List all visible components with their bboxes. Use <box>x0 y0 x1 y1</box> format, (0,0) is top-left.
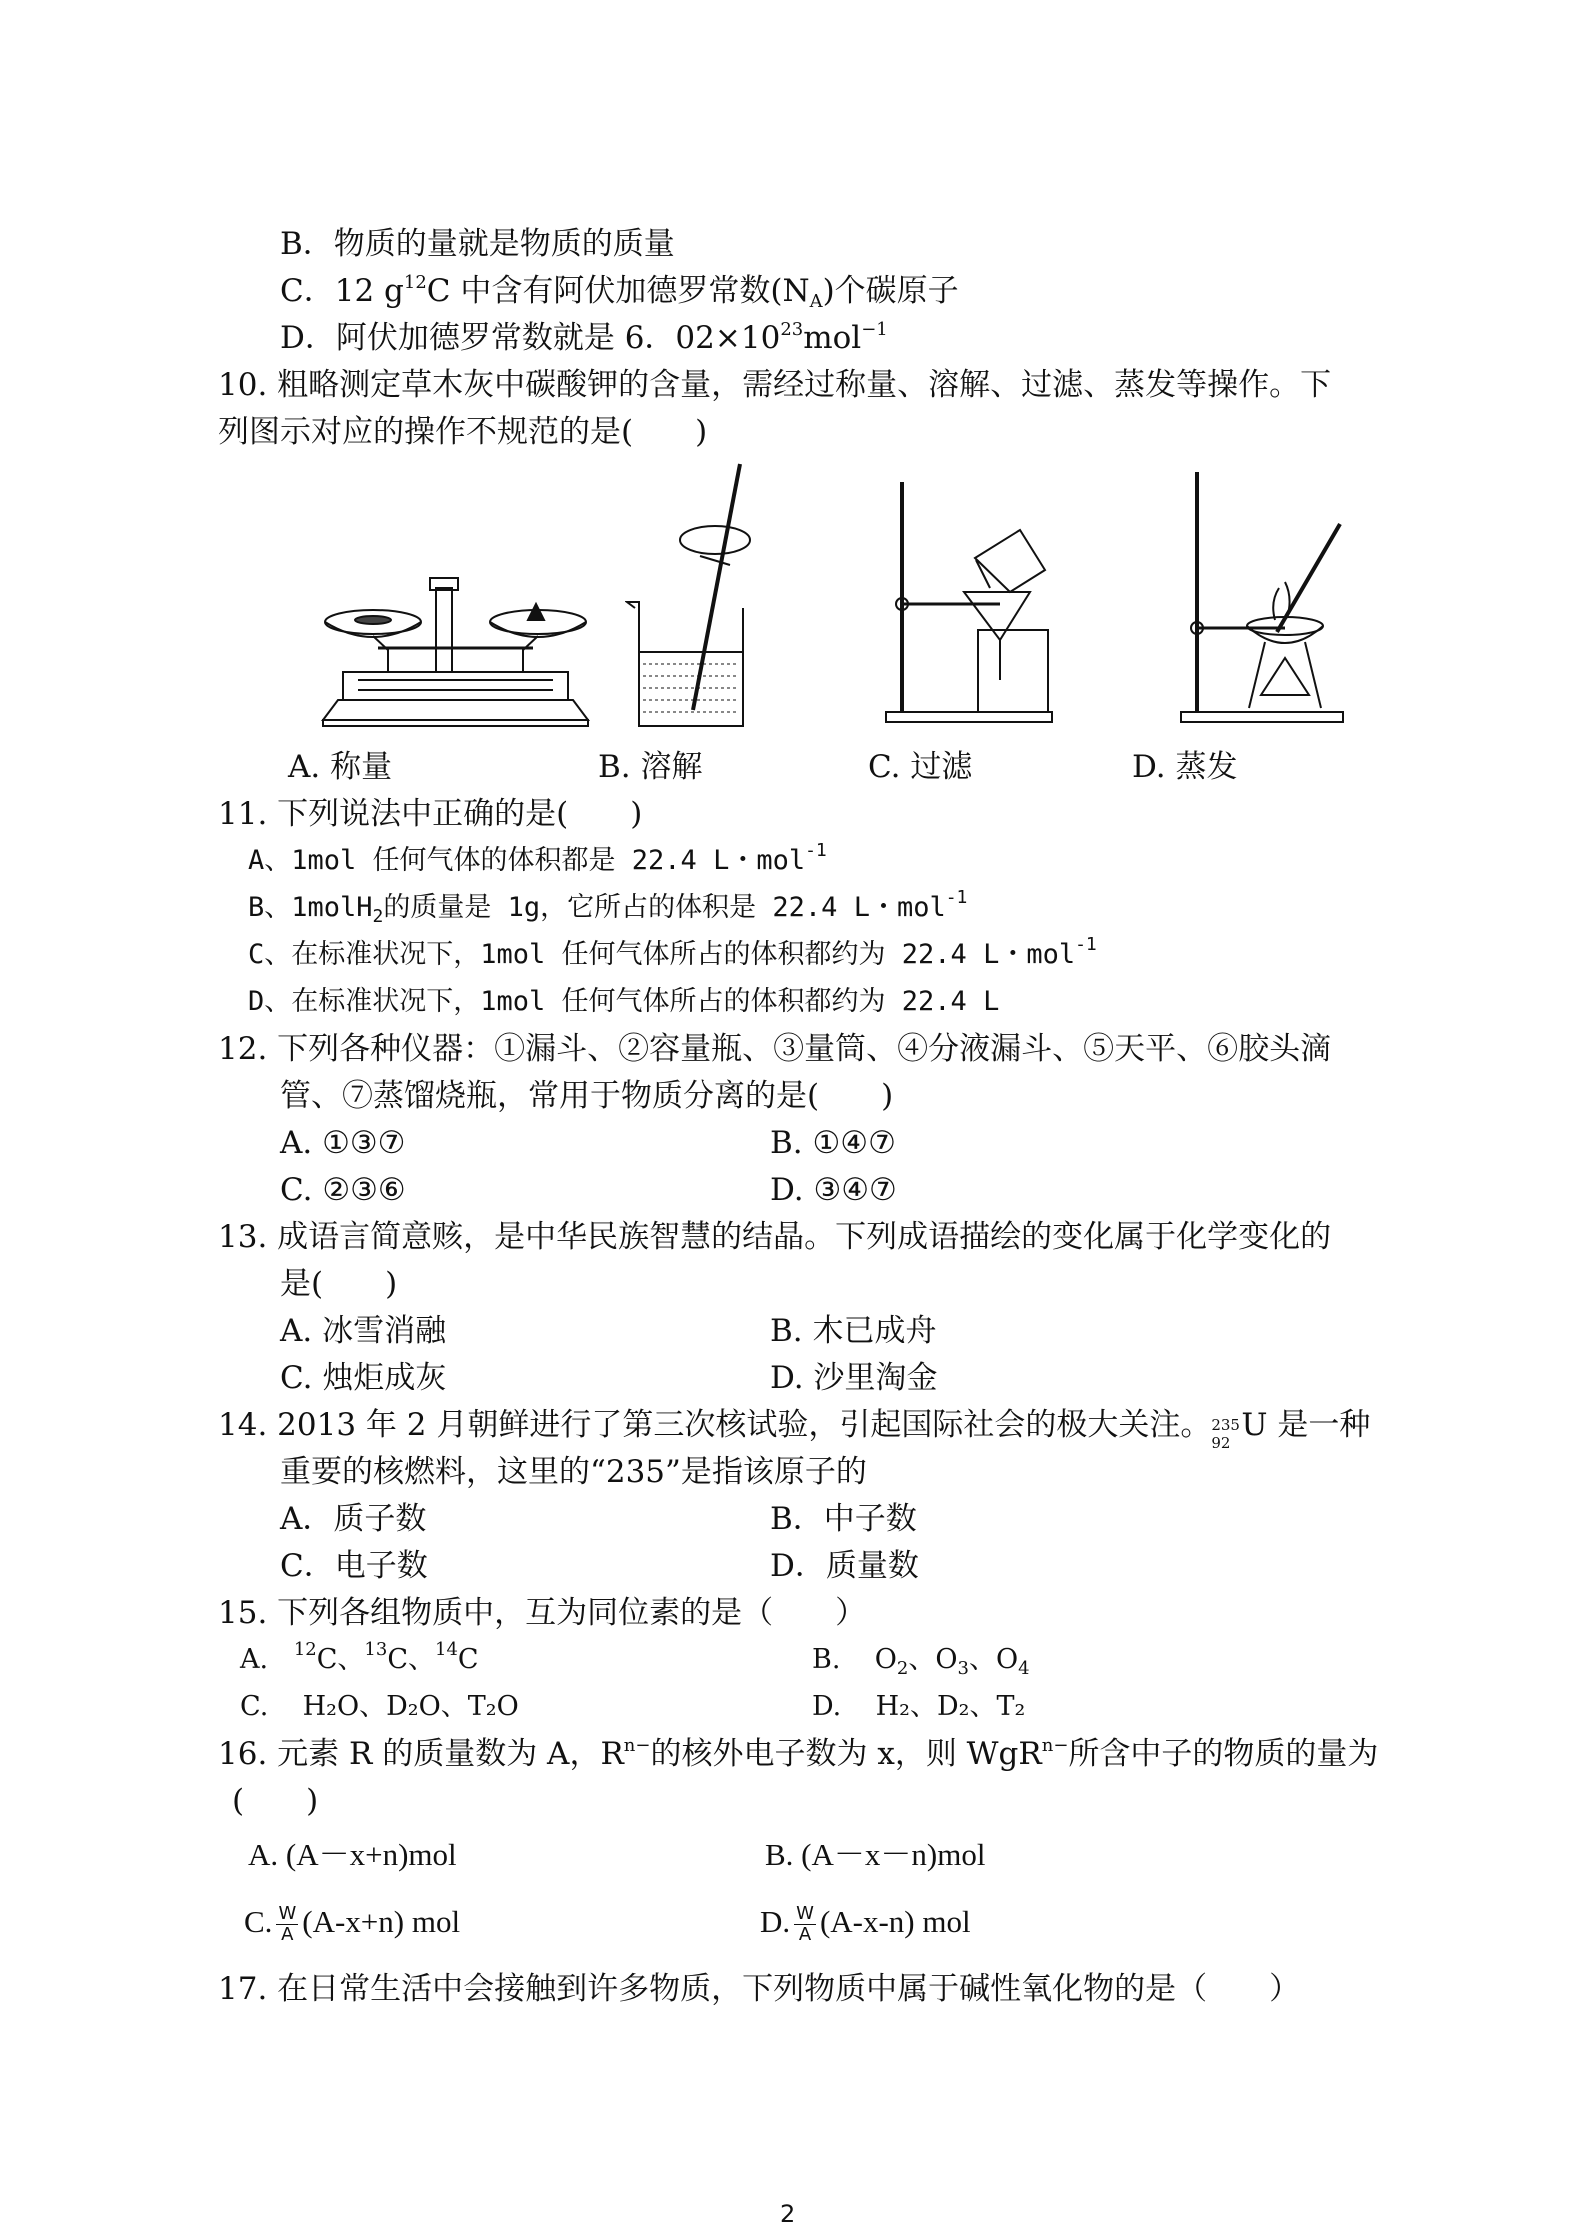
q9-option-c: C．12 $g^{12}C$ 中含有阿伏加德罗常数$(N_A)$个碳原子 <box>280 272 959 312</box>
q15-option-b: B. $O_2$、$O_3$、$O_4$ <box>812 1644 1030 1679</box>
w-over-a-fraction: $\frac{W}{A}$ <box>278 1903 297 1946</box>
q17-stem: 17. 在日常生活中会接触到许多物质，下列物质中属于碱性氧化物的是（ ） <box>218 1971 1301 2007</box>
q14-option-c: C．电子数 <box>280 1548 428 1584</box>
q10-stem-line1: 10. 粗略测定草木灰中碳酸钾的含量，需经过称量、溶解、过滤、蒸发等操作。下 <box>218 367 1332 403</box>
q12-option-b: B. ①④⑦ <box>770 1125 896 1161</box>
q12-stem-line1: 12. 下列各种仪器：①漏斗、②容量瓶、③量筒、④分液漏斗、⑤天平、⑥胶头滴 <box>218 1031 1332 1067</box>
q14-option-a: A．质子数 <box>280 1501 427 1537</box>
q11-option-b: B、1molH$_2$的质量是 1g，它所占的体积是 22.4 L・mol$^{-1}$ <box>248 887 968 927</box>
q9-option-d: D．阿伏加德罗常数就是 6．$02\times 10^{23}mol^{-1}$ <box>280 319 888 356</box>
q15-stem: 15. 下列各组物质中，互为同位素的是（ ） <box>218 1595 867 1631</box>
q15-option-d: D. H₂、D₂、T₂ <box>812 1691 1026 1722</box>
q11-option-a: A、1mol 任何气体的体积都是 22.4 L・mol$^{-1}$ <box>248 840 827 876</box>
figure-caption-c: C. 过滤 <box>868 749 973 785</box>
page-number: 2 <box>780 2200 796 2228</box>
q10-stem-line2: 列图示对应的操作不规范的是( ) <box>218 414 708 450</box>
q13-option-c: C. 烛炬成灰 <box>280 1360 447 1396</box>
q11-option-d: D、在标准状况下，1mol 任何气体所占的体积都约为 22.4 L <box>248 986 1000 1017</box>
q14-stem-line1: 14. 2013 年 2 月朝鲜进行了第三次核试验，引起国际社会的极大关注。 235 92 U 是一种 <box>218 1407 1371 1452</box>
beaker-stirring-illustration <box>625 460 760 735</box>
q14-option-d: D．质量数 <box>770 1548 919 1584</box>
q12-option-c: C. ②③⑥ <box>280 1172 406 1208</box>
q14-stem-line2: 重要的核燃料，这里的“235”是指该原子的 <box>280 1454 867 1490</box>
evaporation-illustration <box>1175 470 1350 735</box>
q15-option-a: A. $^{12}$C、$^{13}$C、$^{14}$C <box>240 1639 479 1675</box>
q13-stem-line1: 13. 成语言简意赅，是中华民族智慧的结晶。下列成语描绘的变化属于化学变化的 <box>218 1219 1332 1255</box>
q16-option-d: D. $\frac{W}{A}$ (A-x-n) mol <box>760 1903 971 1946</box>
figure-caption-b: B. 溶解 <box>598 749 703 785</box>
q12-option-d: D. ③④⑦ <box>770 1172 897 1208</box>
q16-option-c: C. $\frac{W}{A}$ (A-x+n) mol <box>244 1903 461 1946</box>
balance-illustration <box>318 560 593 735</box>
q12-stem-line2: 管、⑦蒸馏烧瓶，常用于物质分离的是( ) <box>280 1078 894 1114</box>
figure-caption-d: D. 蒸发 <box>1132 749 1238 785</box>
q11-stem: 11. 下列说法中正确的是( ) <box>218 796 643 832</box>
q13-stem-line2: 是( ) <box>280 1266 398 1302</box>
q16-option-a: A. (A－x+n)mol <box>248 1837 457 1872</box>
uranium-isotope-notation: 235 92 <box>1211 1415 1240 1452</box>
q13-option-a: A. 冰雪消融 <box>280 1313 447 1349</box>
q14-option-b: B．中子数 <box>770 1501 917 1537</box>
q16-option-b: B. (A－x－n)mol <box>765 1837 986 1872</box>
q13-option-d: D. 沙里淘金 <box>770 1360 938 1396</box>
q11-option-c: C、在标准状况下，1mol 任何气体所占的体积都约为 22.4 L・mol$^{-1}$ <box>248 934 1097 970</box>
w-over-a-fraction: $\frac{W}{A}$ <box>796 1903 814 1946</box>
q16-stem-line1: 16. 元素 R 的质量数为 A，$R^{n-}$的核外电子数为 x，则 WgR$^{n-}$所含中子的物质的量为 <box>218 1735 1379 1772</box>
q16-stem-line2: ( ) <box>232 1783 319 1819</box>
q13-option-b: B. 木已成舟 <box>770 1313 937 1349</box>
figure-caption-a: A. 称量 <box>288 749 393 785</box>
q12-option-a: A. ①③⑦ <box>280 1125 406 1161</box>
filtration-illustration <box>880 480 1060 735</box>
q15-option-c: C. H₂O、D₂O、T₂O <box>240 1691 519 1722</box>
q9-option-b: B．物质的量就是物质的质量 <box>280 226 675 262</box>
